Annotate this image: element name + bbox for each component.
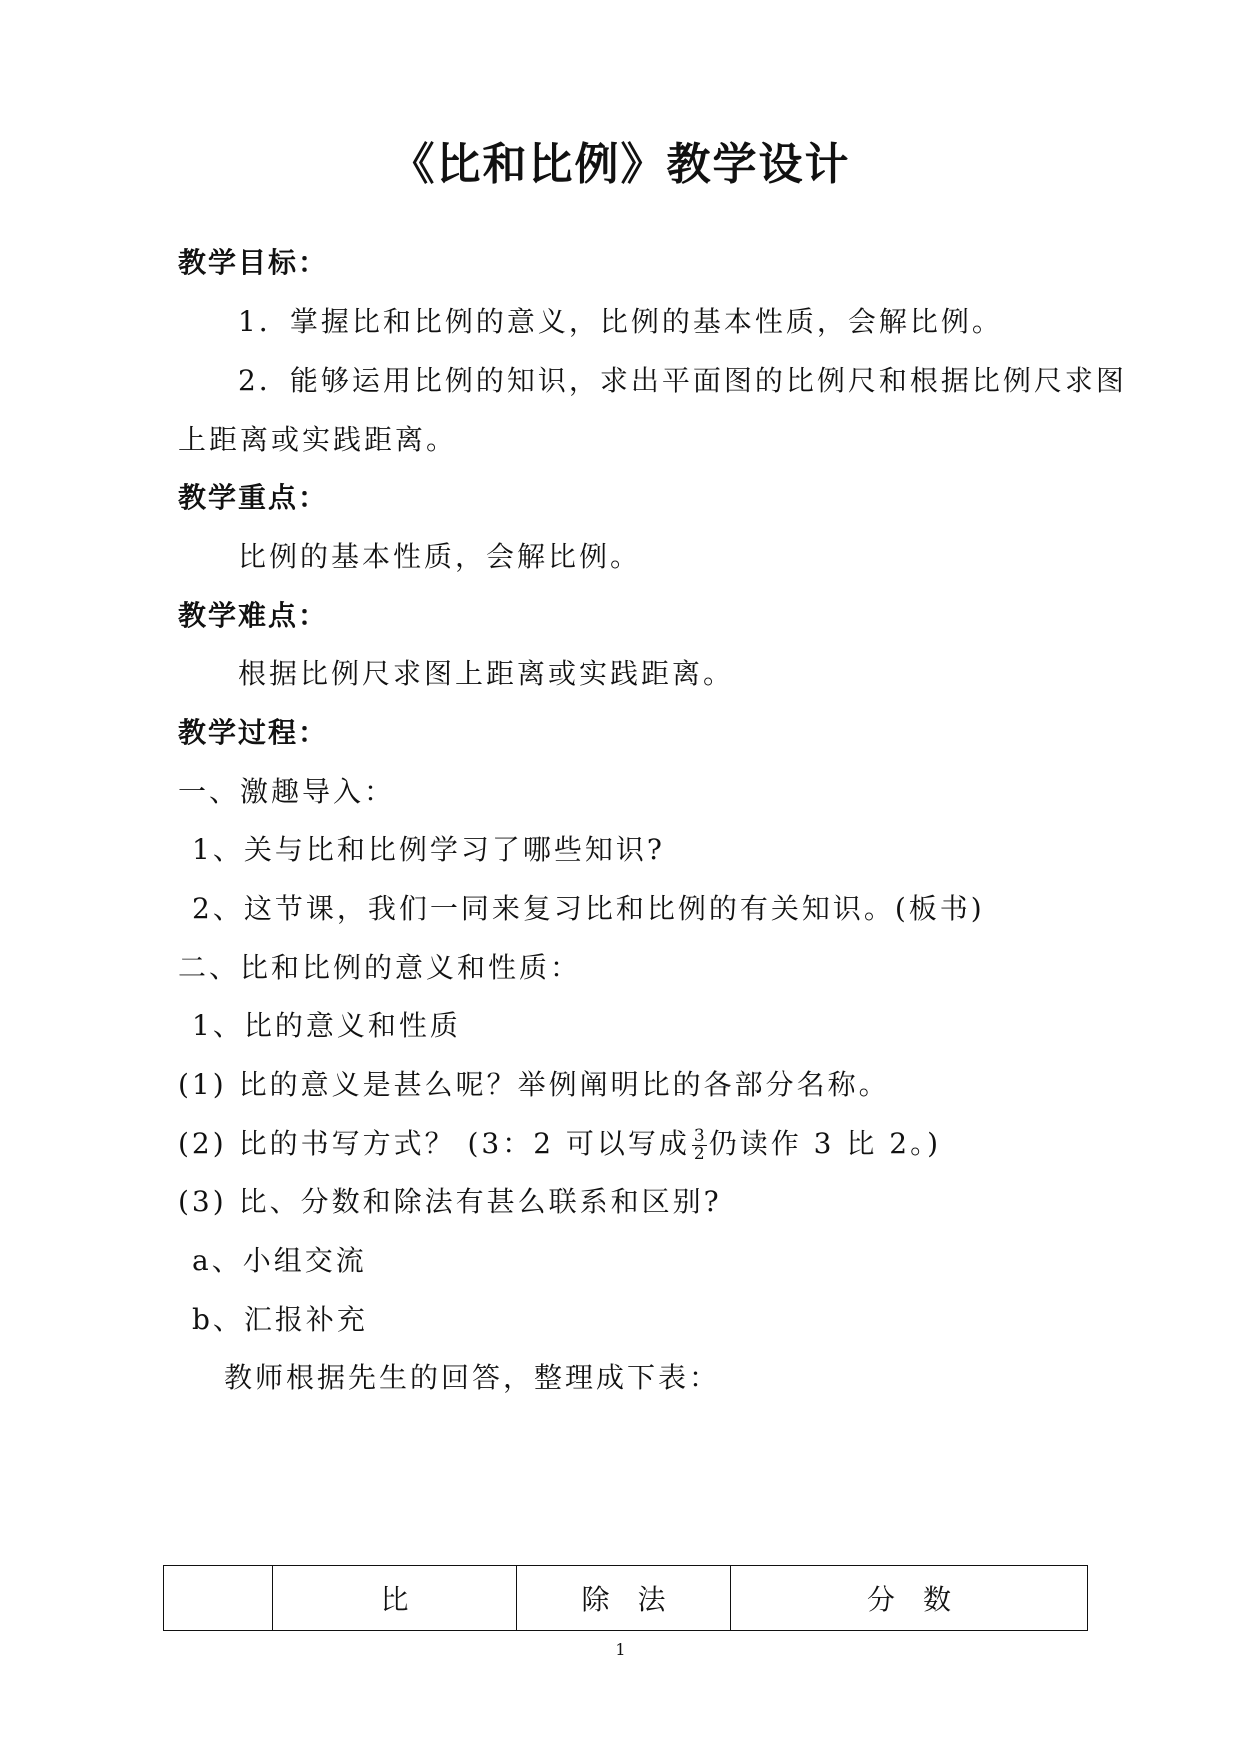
key-point-heading: 教学重点： <box>178 481 329 514</box>
difficulty-heading: 教学难点： <box>178 599 329 632</box>
step-b: b、汇报补充 <box>192 1303 368 1336</box>
section-1-item-2: 2、这节课，我们一同来复习比和比例的有关知识。(板书) <box>192 892 985 925</box>
section-2-title: 二、比和比例的意义和性质： <box>178 951 582 984</box>
section-2-item-1: 1、比的意义和性质 <box>192 1009 461 1042</box>
process-heading: 教学过程： <box>178 716 329 749</box>
question-2-after: 仍读作 3 比 2。) <box>708 1127 942 1160</box>
table-header-fraction: 分 数 <box>731 1566 1088 1631</box>
question-3: (3) 比、分数和除法有甚么联系和区别? <box>178 1185 722 1218</box>
document-title: 《比和比例》教学设计 <box>390 139 851 190</box>
question-2-before: (2) 比的书写方式？ (3：2 可以写成 <box>178 1127 690 1160</box>
section-1-title: 一、激趣导入： <box>178 775 396 808</box>
section-1-item-1: 1、关与比和比例学习了哪些知识? <box>192 833 665 866</box>
page-number: 1 <box>615 1640 626 1659</box>
fraction-denominator: 2 <box>693 1144 705 1164</box>
comparison-table <box>163 1565 1088 1631</box>
table-header-division: 除 法 <box>517 1566 731 1631</box>
table-header-empty <box>164 1566 273 1631</box>
objectives-heading: 教学目标： <box>178 246 329 279</box>
teacher-note: 教师根据先生的回答，整理成下表： <box>224 1361 721 1394</box>
fraction-numerator: 3 <box>693 1126 705 1146</box>
question-2 <box>178 1124 941 1164</box>
table-header-row <box>164 1566 1088 1631</box>
objective-item-2-line-2: 上距离或实践距离。 <box>178 423 458 456</box>
question-1: (1) 比的意义是甚么呢？举例阐明比的各部分名称。 <box>178 1068 890 1101</box>
step-a: a、小组交流 <box>192 1244 367 1277</box>
objective-item-1: 1．掌握比和比例的意义，比例的基本性质，会解比例。 <box>238 305 1003 338</box>
objective-item-2-line-1: 2．能够运用比例的知识，求出平面图的比例尺和根据比例尺求图 <box>238 364 1127 397</box>
table-header-ratio: 比 <box>273 1566 517 1631</box>
key-point-text: 比例的基本性质，会解比例。 <box>238 540 642 573</box>
fraction <box>692 1128 707 1163</box>
difficulty-text: 根据比例尺求图上距离或实践距离。 <box>238 657 735 690</box>
